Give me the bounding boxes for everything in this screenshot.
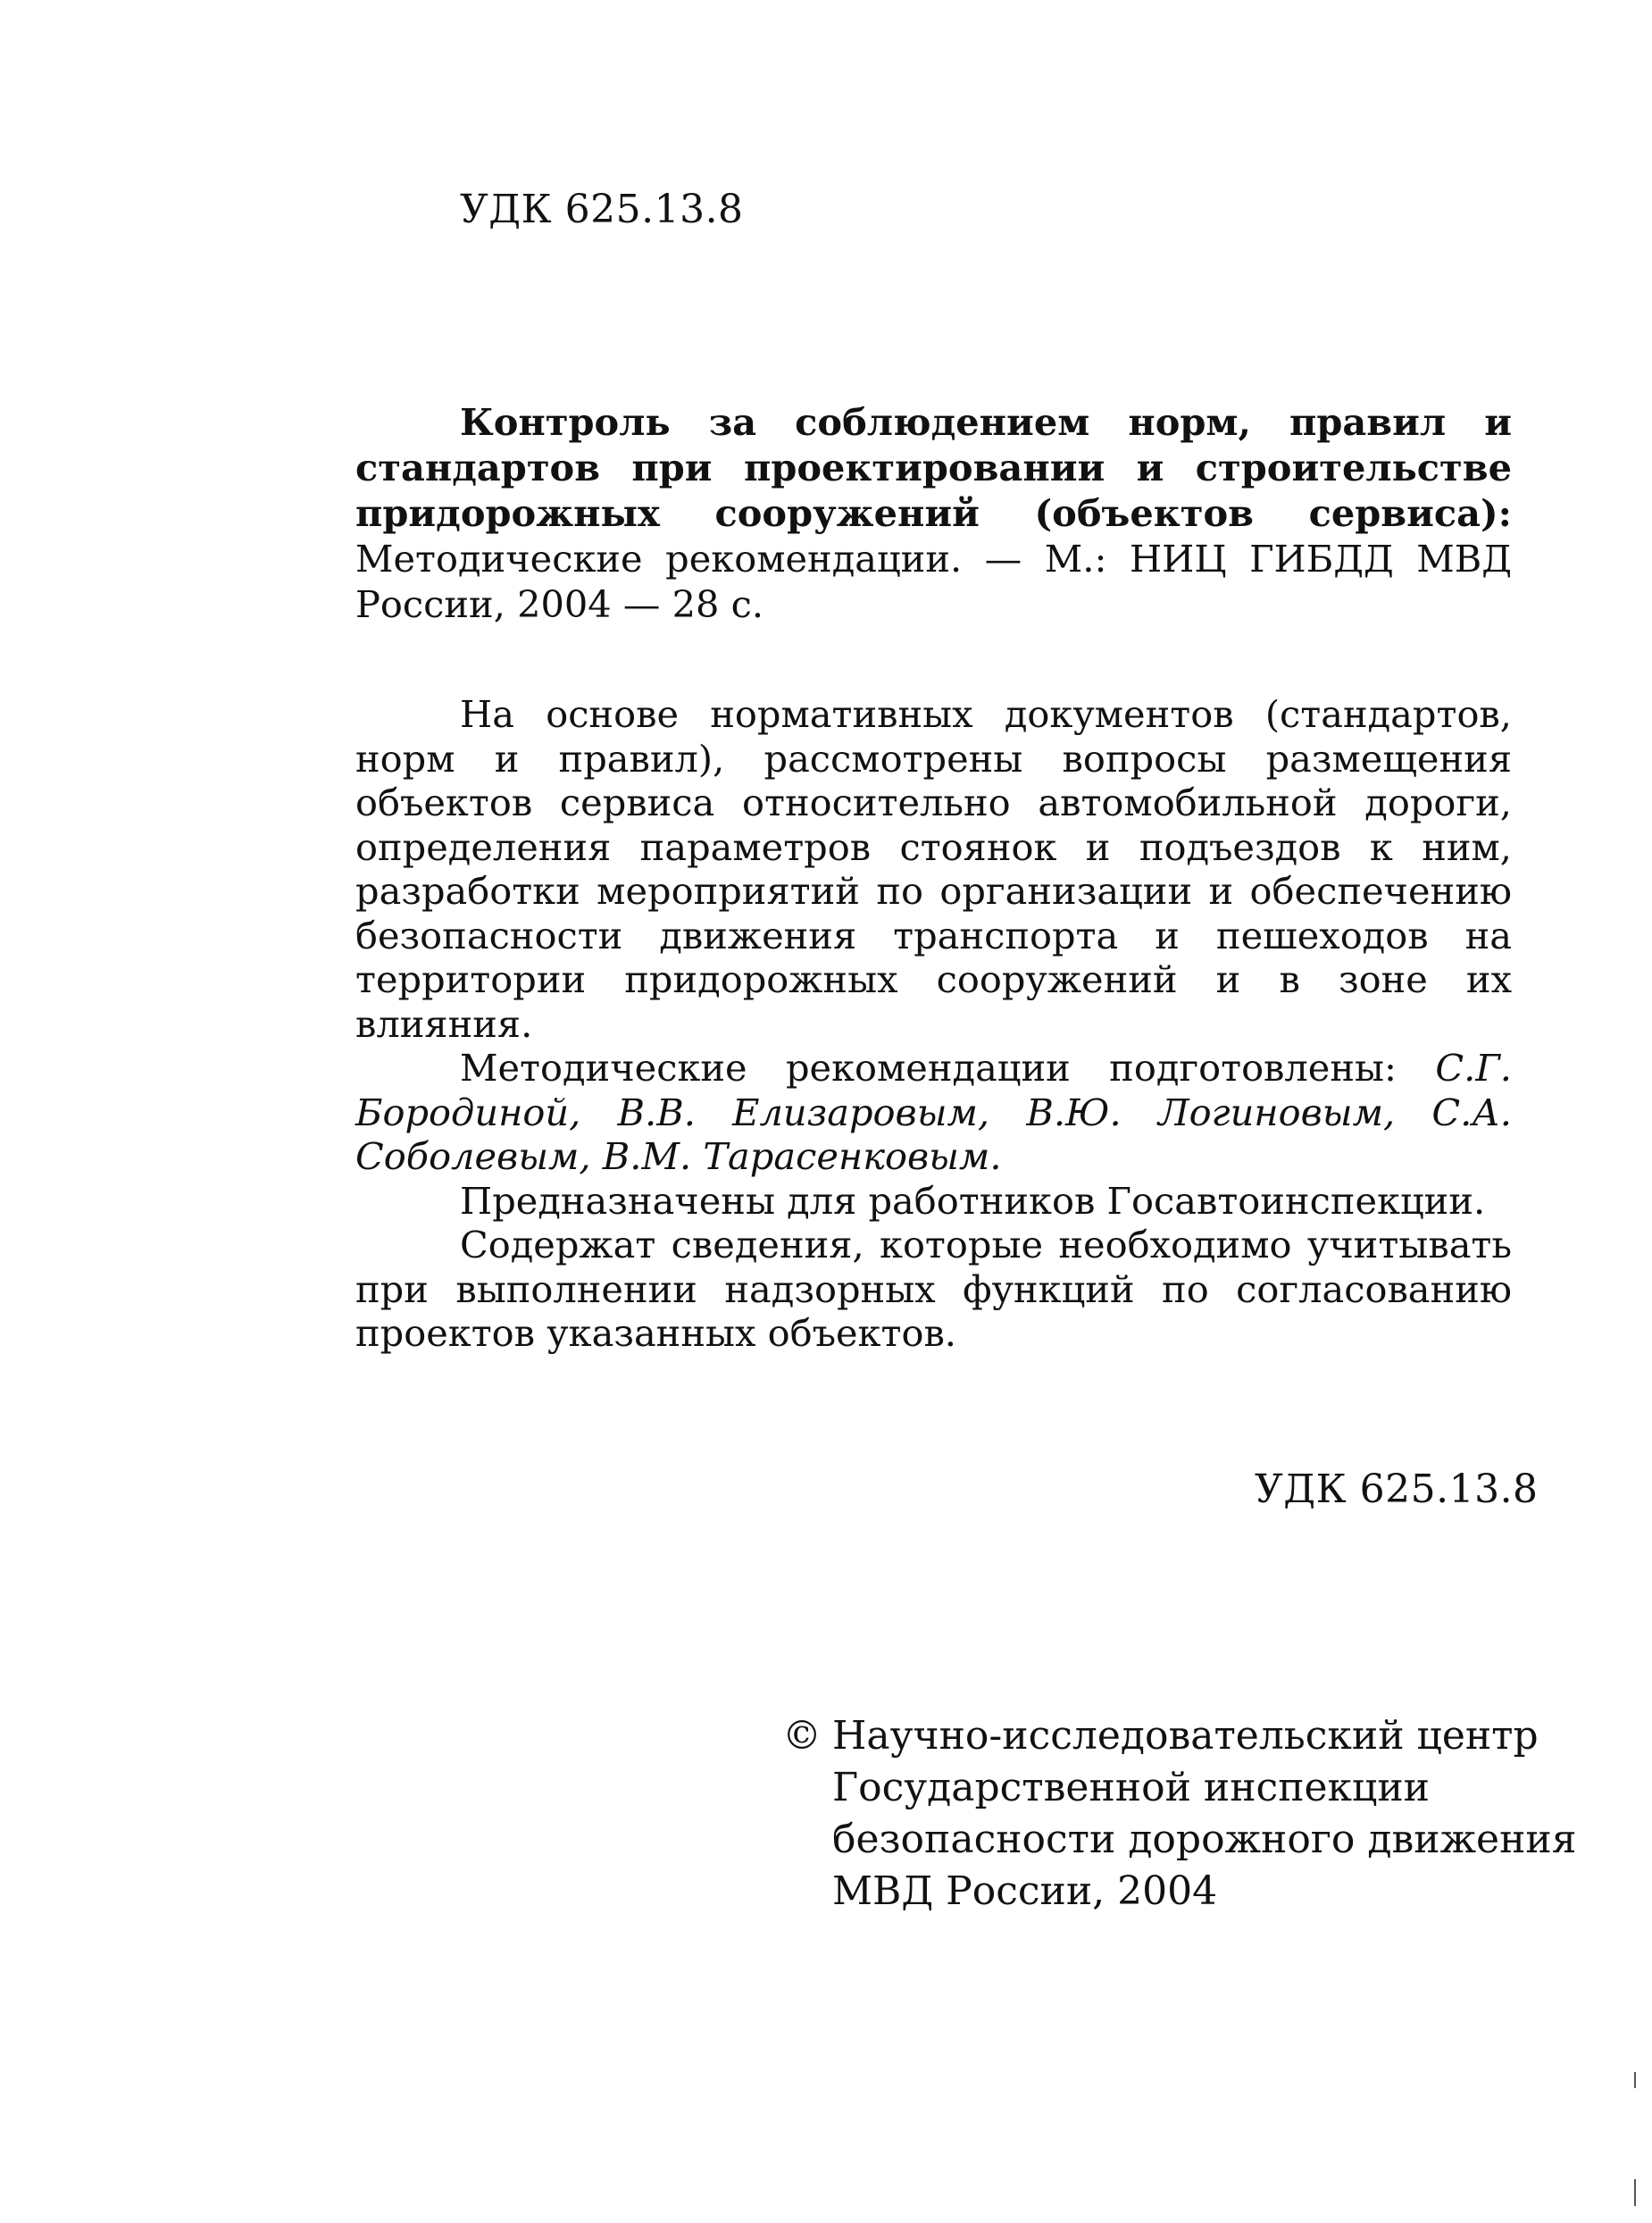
content-paragraph: Содержат сведения, которые необходимо учитывать при выполнении надзорных функций по согласованию проектов указанных объектов.	[355, 1223, 1512, 1355]
bibliographic-citation	[355, 399, 1512, 627]
abstract-paragraph: На основе нормативных документов (стандартов, норм и правил), рассмотрены вопросы размещения объектов сервиса относительно автомобильной дороги, определения параметров стоянок и подъездов к ним, разработки мероприятий по организации и обеспечению безопасности движения транспорта и пешеходов на территории придорожных сооружений и в зоне их влияния.	[355, 692, 1512, 1046]
copyright-line: безопасности дорожного движения	[832, 1817, 1577, 1862]
scan-artifact-mark	[1634, 2072, 1636, 2088]
audience-paragraph: Предназначены для работников Госавтоинспекции.	[460, 1178, 1486, 1223]
udk-code-top: УДК 625.13.8	[460, 187, 744, 232]
copyright-block	[832, 1710, 1577, 1918]
copyright-symbol: ©	[782, 1713, 822, 1759]
book-title: Контроль за соблюдением норм, правил и стандартов при проектировании и строительстве придорожных сооружений (объектов сервиса):	[355, 400, 1512, 535]
abstract	[355, 692, 1512, 1356]
scan-artifact-mark	[1634, 2179, 1636, 2206]
copyright-line: МВД России, 2004	[832, 1868, 1218, 1914]
copyright-line: Государственной инспекции	[832, 1765, 1431, 1810]
udk-code-bottom: УДК 625.13.8	[1255, 1467, 1539, 1512]
authors-list: С.Г. Бородиной, В.В. Елизаровым, В.Ю. Логиновым, С.А. Соболевым, В.М. Тарасенковым.	[355, 1046, 1512, 1178]
citation-details: Методические рекомендации. — М.: НИЦ ГИБДД МВД России, 2004 — 28 с.	[355, 537, 1512, 626]
authors-lead: Методические рекомендации подготовлены:	[460, 1046, 1436, 1090]
authors-paragraph	[355, 1046, 1512, 1179]
copyright-line: Научно-исследовательский центр	[832, 1713, 1539, 1759]
